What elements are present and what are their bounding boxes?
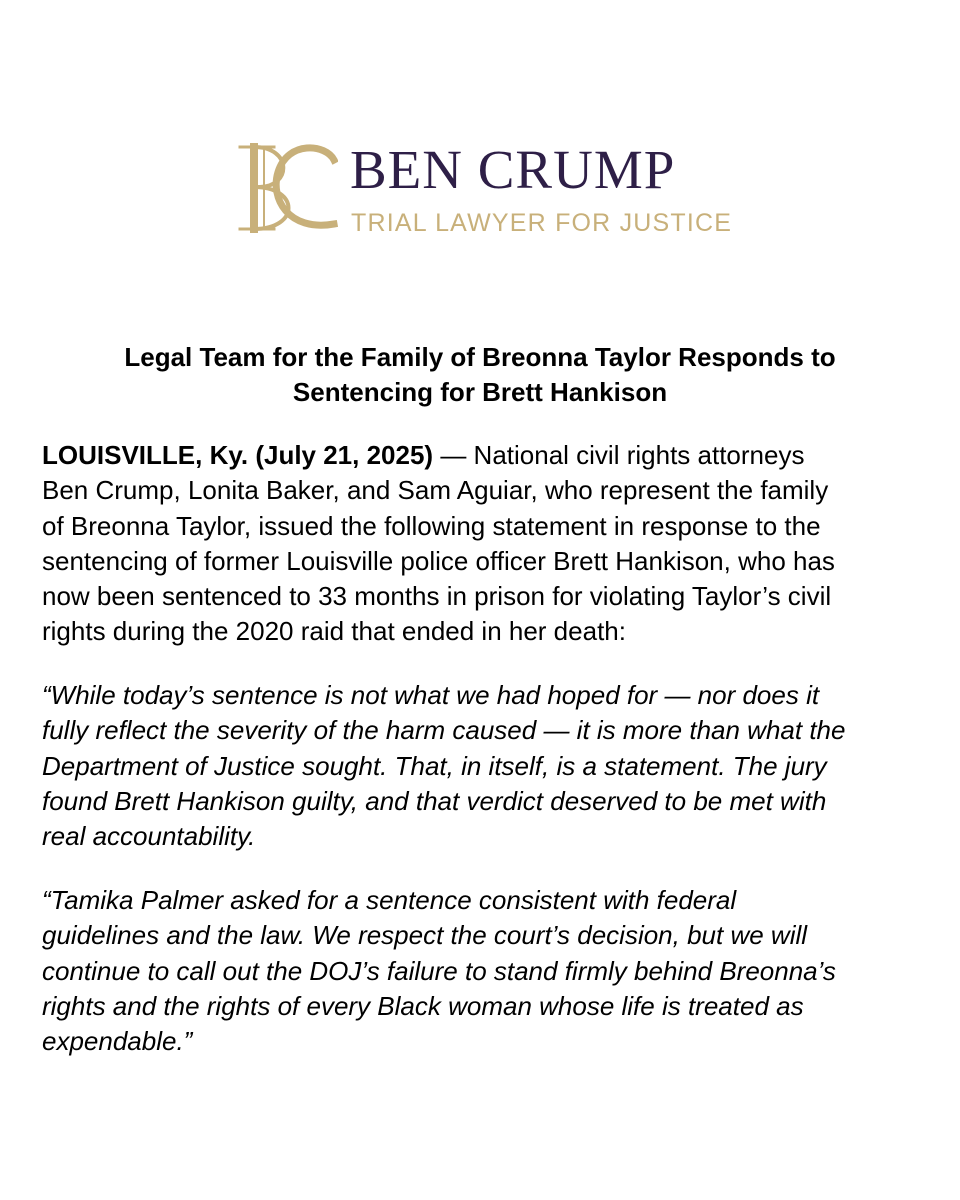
press-release-headline [60,340,900,410]
intro-line: rights during the 2020 raid that ended in her death: [42,616,626,647]
quote-line: guidelines and the law. We respect the court’s decision, but we will [42,920,808,951]
quote-line: Department of Justice sought. That, in itself, is a statement. The jury [42,750,827,781]
logo-tagline: TRIAL LAWYER FOR JUSTICE [351,209,733,237]
intro-line-rest: — National civil rights attorneys [433,440,805,470]
headline-line: Legal Team for the Family of Breonna Taylor Responds to [124,342,836,372]
statement-quote-1 [42,678,922,854]
quote-line: “While today’s sentence is not what we had hoped for — nor does it [42,680,820,710]
intro-line: sentencing of former Louisville police officer Brett Hankison, who has [42,545,835,576]
statement-quote-2 [42,883,922,1059]
intro-line [42,438,922,473]
headline-line: Sentencing for Brett Hankison [292,377,668,407]
quote-line: continue to call out the DOJ’s failure to stand firmly behind Breonna’s [42,955,836,986]
intro-paragraph [42,438,922,650]
ben-crump-logo [238,138,733,238]
intro-line: now been sentenced to 33 months in prison for violating Taylor’s civil [42,581,832,612]
intro-line: of Breonna Taylor, issued the following statement in response to the [42,510,821,541]
quote-line: expendable.” [42,1026,193,1057]
dateline: LOUISVILLE, Ky. (July 21, 2025) [42,440,434,470]
quote-line: rights and the rights of every Black woman whose life is treated as [42,990,804,1021]
logo-firm-name: BEN CRUMP [350,139,676,200]
quote-line: fully reflect the severity of the harm caused — it is more than what the [42,715,846,746]
quote-line: “Tamika Palmer asked for a sentence consistent with federal [42,885,737,915]
intro-line: Ben Crump, Lonita Baker, and Sam Aguiar, who represent the family [42,475,829,506]
quote-line: found Brett Hankison guilty, and that verdict deserved to be met with [42,785,827,816]
quote-line: real accountability. [42,821,256,852]
bc-monogram-icon [238,138,338,238]
